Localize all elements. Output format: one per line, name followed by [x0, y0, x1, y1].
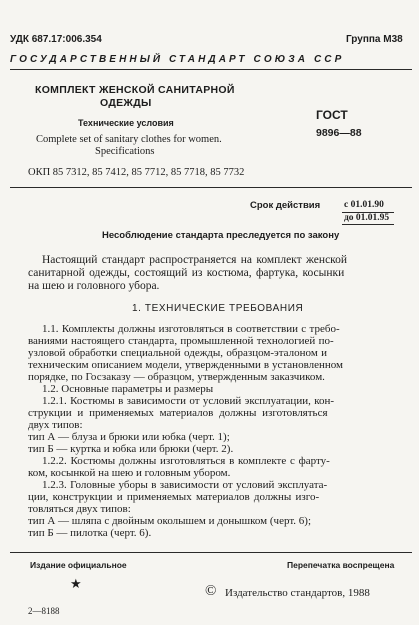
law-notice: Несоблюдение стандарта преследуется по закону [102, 230, 340, 241]
body-line: 1.1. Комплекты должны изготовляться в соответствии с требо- [42, 323, 340, 335]
body-line: тип Б — пилотка (черт. 6). [28, 527, 152, 539]
english-title-line1: Complete set of sanitary clothes for women. [36, 134, 222, 145]
standard-subtitle: Технические условия [78, 118, 174, 128]
body-line: ком, косынкой на шею и головным убором. [28, 467, 231, 479]
body-line: тип А — шляпа с двойным околышем и донышком (черт. 6); [28, 515, 312, 527]
body-line: техническим описанием модели, утвержденными в установленном [28, 359, 344, 371]
reprint-prohibited: Перепечатка воспрещена [287, 560, 395, 570]
validity-underline-to [342, 224, 394, 225]
header-rule-top [10, 69, 412, 70]
intro-line: Настоящий стандарт распространяется на комплект женской [42, 254, 348, 266]
english-title-line2: Specifications [95, 146, 155, 157]
intro-line: на шею и головного убора. [28, 280, 160, 292]
body-line: ваниями настоящего стандарта, промышленной технологией по- [28, 335, 334, 347]
intro-line: санитарной одежды, состоящий из костюма, фартука, косынки [28, 267, 345, 279]
body-line: 1.2.2. Костюмы должны изготовляться в комплекте с фарту- [42, 455, 330, 467]
header-rule-bottom [10, 187, 412, 188]
body-line: тип Б — куртка и юбка или брюки (черт. 2). [28, 443, 234, 455]
body-line: 1.2.1. Костюмы в зависимости от условий эксплуатации, кон- [42, 395, 335, 407]
validity-to: до 01.01.95 [344, 213, 390, 223]
section-title: 1. ТЕХНИЧЕСКИЕ ТРЕБОВАНИЯ [132, 303, 304, 314]
state-standard-banner: ГОСУДАРСТВЕННЫЙ СТАНДАРТ СОЮЗА ССР [10, 54, 345, 65]
body-line: двух типов: [28, 419, 83, 431]
standard-title-line2: ОДЕЖДЫ [100, 97, 152, 109]
standard-title-line1: КОМПЛЕКТ ЖЕНСКОЙ САНИТАРНОЙ [35, 84, 235, 96]
star-icon: ★ [70, 576, 82, 591]
official-edition: Издание официальное [30, 560, 127, 570]
copyright-text: Издательство стандартов, 1988 [225, 587, 370, 599]
body-line: струкции и применяемых материалов должны изготовляться [28, 407, 328, 419]
validity-label: Срок действия [250, 200, 321, 211]
group-code: Группа М38 [346, 34, 403, 45]
okp-codes: ОКП 85 7312, 85 7412, 85 7712, 85 7718, 85 7732 [28, 167, 245, 178]
copyright-icon: © [205, 583, 217, 599]
gost-number: 9896—88 [316, 127, 362, 139]
page-code: 2—8188 [28, 606, 60, 616]
udk-code: УДК 687.17:006.354 [10, 34, 102, 45]
body-line: тип А — блуза и брюки или юбка (черт. 1); [28, 431, 230, 443]
body-line: ции, конструкции и применяемых материалов должны изго- [28, 491, 320, 503]
body-line: 1.2.3. Головные уборы в зависимости от условий эксплуата- [42, 479, 328, 491]
body-line: узловой обработки специальной одежды, образцом-эталоном и [28, 347, 328, 359]
body-line: 1.2. Основные параметры и размеры [42, 383, 214, 395]
footer-rule [10, 552, 412, 553]
validity-from: с 01.01.90 [344, 200, 384, 210]
body-line: порядке, по Госзаказу — образцом, утвержденным заказчиком. [28, 371, 325, 383]
body-line: товляться двух типов: [28, 503, 131, 515]
gost-label: ГОСТ [316, 108, 348, 122]
